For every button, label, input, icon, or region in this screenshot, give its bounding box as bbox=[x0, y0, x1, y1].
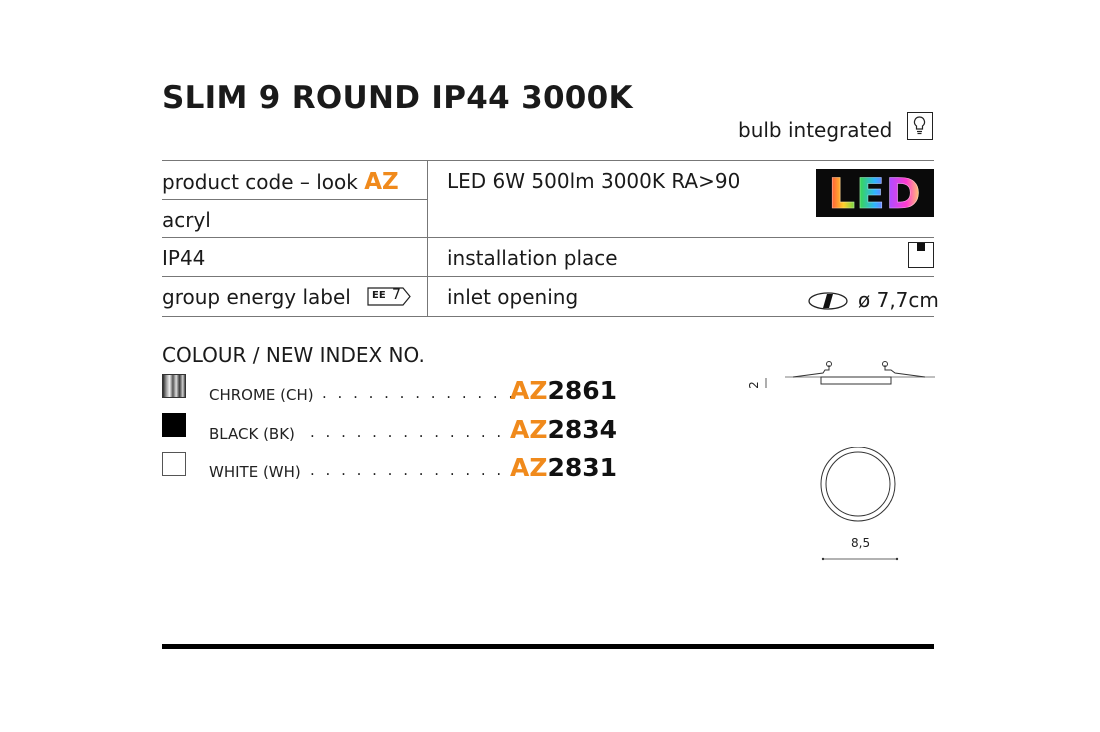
chrome-swatch bbox=[162, 374, 186, 398]
top-view-drawing bbox=[818, 447, 898, 527]
material-cell: acryl bbox=[162, 208, 211, 232]
table-divider bbox=[162, 276, 934, 277]
leader-dots: . . . . . . . . . . . . . . bbox=[310, 423, 520, 441]
index-number: 2831 bbox=[547, 453, 618, 482]
table-divider bbox=[162, 237, 934, 238]
index-number: 2834 bbox=[547, 415, 618, 444]
ceiling-mount-icon bbox=[908, 242, 934, 268]
diameter-dimension: 8,5 bbox=[851, 536, 871, 550]
table-divider bbox=[162, 199, 427, 200]
energy-badge-prefix: EE bbox=[372, 290, 386, 301]
led-logo-text: LED bbox=[828, 168, 922, 218]
inlet-opening-icon bbox=[808, 290, 852, 312]
led-logo bbox=[816, 169, 934, 217]
colour-name-black: BLACK (BK) bbox=[209, 425, 295, 443]
index-code-black bbox=[510, 415, 617, 444]
colour-index-heading: COLOUR / NEW INDEX NO. bbox=[162, 343, 425, 367]
inlet-opening-value: ø 7,7cm bbox=[858, 288, 939, 312]
installation-place-cell: installation place bbox=[447, 246, 618, 270]
table-top-border bbox=[162, 160, 934, 161]
index-number: 2861 bbox=[547, 376, 618, 405]
index-prefix: AZ bbox=[510, 415, 548, 444]
colour-name-chrome: CHROME (CH) bbox=[209, 386, 314, 404]
colour-name-white: WHITE (WH) bbox=[209, 463, 301, 481]
index-code-white bbox=[510, 453, 617, 482]
bulb-integrated-label: bulb integrated bbox=[738, 118, 893, 142]
energy-badge-value: 7 bbox=[392, 287, 401, 303]
bulb-icon bbox=[907, 112, 933, 140]
inlet-opening-cell: inlet opening bbox=[447, 285, 579, 309]
ip-rating-cell: IP44 bbox=[162, 246, 206, 270]
leader-dots: . . . . . . . . . . . . . . bbox=[310, 461, 520, 479]
led-spec-cell: LED 6W 500lm 3000K RA>90 bbox=[447, 169, 741, 193]
white-swatch bbox=[162, 452, 186, 476]
product-title: SLIM 9 ROUND IP44 3000K bbox=[162, 80, 633, 116]
table-bottom-border bbox=[162, 316, 934, 317]
height-dimension: 2 bbox=[746, 381, 761, 389]
bottom-rule bbox=[162, 644, 934, 649]
side-view-drawing bbox=[745, 355, 935, 395]
product-code-accent: AZ bbox=[364, 169, 399, 195]
energy-badge-icon bbox=[367, 287, 411, 306]
product-code-label: product code – look bbox=[162, 170, 358, 194]
black-swatch bbox=[162, 413, 186, 437]
product-code-cell bbox=[162, 169, 399, 195]
index-code-chrome bbox=[510, 376, 617, 405]
index-prefix: AZ bbox=[510, 376, 548, 405]
leader-dots: . . . . . . . . . . . . . bbox=[322, 384, 517, 402]
table-column-divider bbox=[427, 160, 428, 317]
index-prefix: AZ bbox=[510, 453, 548, 482]
energy-label-cell: group energy label bbox=[162, 285, 351, 309]
diameter-dimension-line bbox=[820, 549, 900, 559]
